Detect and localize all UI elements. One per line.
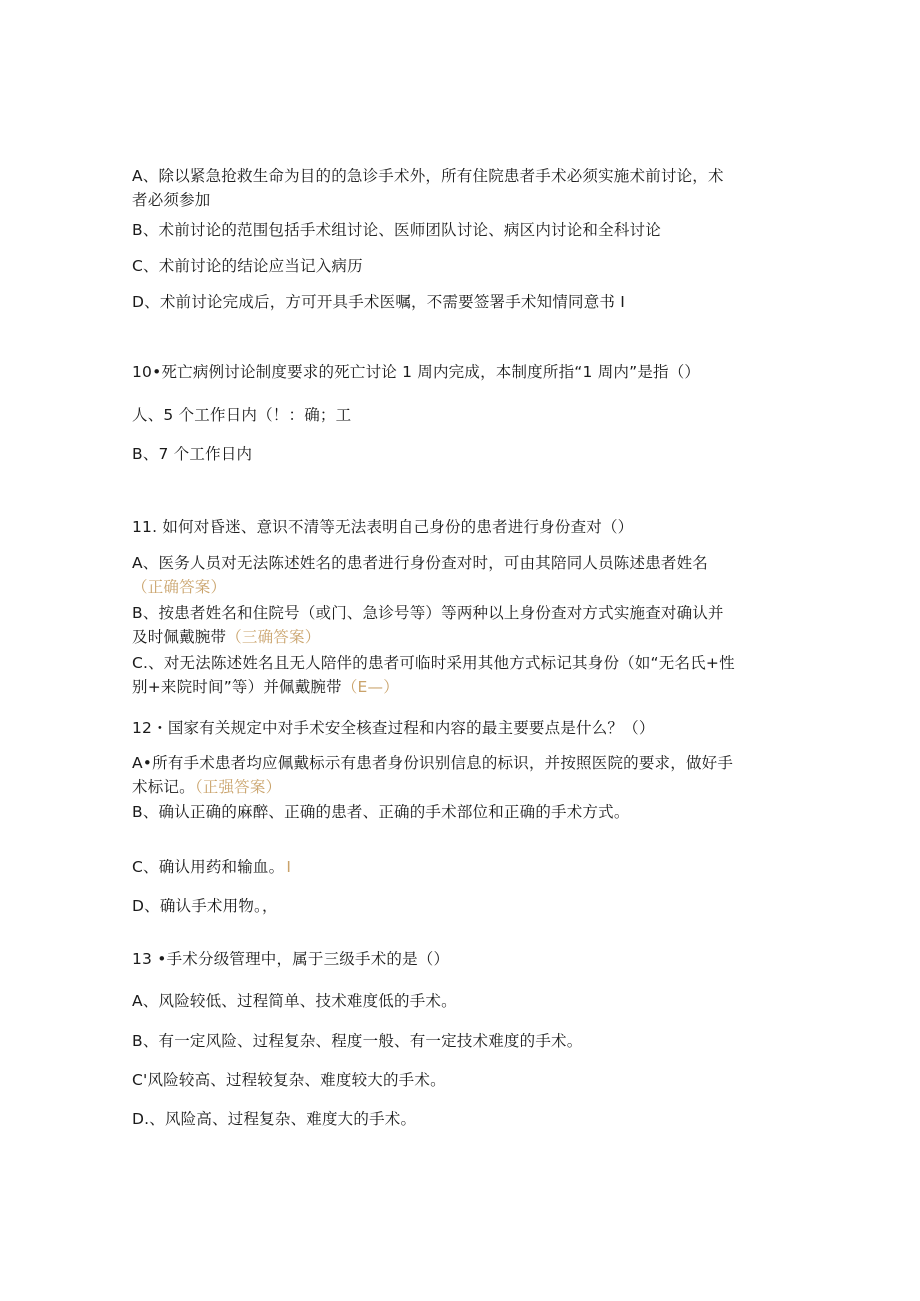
q11-option-c-text: 别+来院时间”等）并佩戴腕带	[132, 678, 342, 696]
q11-option-c-line1: C.、对无法陈述姓名且无人陪伴的患者可临时采用其他方式标记其身份（如“无名氏+性	[132, 654, 735, 672]
q12-option-b: B、确认正确的麻醉、正确的患者、正确的手术部位和正确的手术方式。	[132, 803, 630, 821]
q11-option-b-text: 及时佩戴腕带	[132, 628, 227, 646]
answer-mark: （三确答案）	[226, 628, 321, 646]
answer-mark: （E—）	[341, 678, 399, 696]
q11-question: 11. 如何对昏迷、意识不清等无法表明自己身份的患者进行身份查对（）	[132, 518, 634, 536]
q12-option-c-text: C、确认用药和输血。	[132, 858, 285, 876]
q11-option-b-line2	[132, 626, 320, 648]
q12-option-d: D、确认手术用物。，	[132, 897, 278, 915]
q9-option-d: D、术前讨论完成后，方可开具手术医嘱，不需要签署手术知情同意书 I	[132, 293, 626, 311]
q13-option-c: C'风险较高、过程较复杂、难度较大的手术。	[132, 1071, 446, 1089]
q13-option-b: B、有一定风险、过程复杂、程度一般、有一定技术难度的手术。	[132, 1032, 583, 1050]
q9-option-a-line2: 者必须参加	[132, 191, 211, 209]
q12-option-c	[132, 856, 291, 878]
q13-option-d: D.、风险高、过程复杂、难度大的手术。	[132, 1110, 417, 1128]
q11-option-b-line1: B、按患者姓名和住院号（或门、急诊号等）等两种以上身份查对方式实施查对确认并	[132, 604, 724, 622]
q11-option-a-line1: A、医务人员对无法陈述姓名的患者进行身份查对时，可由其陪同人员陈述患者姓名	[132, 554, 709, 572]
answer-mark: （正强答案）	[194, 778, 282, 796]
q13-question: 13 •手术分级管理中，属于三级手术的是（）	[132, 950, 450, 968]
q12-option-a-text: 术标记。	[132, 778, 195, 796]
q10-option-a: 人、5 个工作日内（！：确；工	[132, 406, 352, 424]
q10-question: 10•死亡病例讨论制度要求的死亡讨论 1 周内完成，本制度所指“1 周内”是指（）	[132, 363, 701, 381]
q9-option-a-line1: A、除以紧急抢救生命为目的的急诊手术外，所有住院患者手术必须实施术前讨论，术	[132, 167, 724, 185]
answer-mark: I	[286, 858, 292, 876]
q12-option-a-line2	[132, 776, 281, 798]
q11-option-a-mark	[132, 576, 226, 598]
q9-option-b: B、术前讨论的范围包括手术组讨论、医师团队讨论、病区内讨论和全科讨论	[132, 221, 661, 239]
q12-question: 12・国家有关规定中对手术安全核查过程和内容的最主要要点是什么？（）	[132, 719, 655, 737]
q10-option-b: B、7 个工作日内	[132, 445, 253, 463]
q13-option-a: A、风险较低、过程简单、技术难度低的手术。	[132, 992, 457, 1010]
q9-option-c: C、术前讨论的结论应当记入病历	[132, 257, 363, 275]
q11-option-c-line2	[132, 676, 399, 698]
q12-option-a-line1: A•所有手术患者均应佩戴标示有患者身份识别信息的标识，并按照医院的要求，做好手	[132, 754, 734, 772]
answer-mark: （正确答案）	[132, 578, 227, 596]
